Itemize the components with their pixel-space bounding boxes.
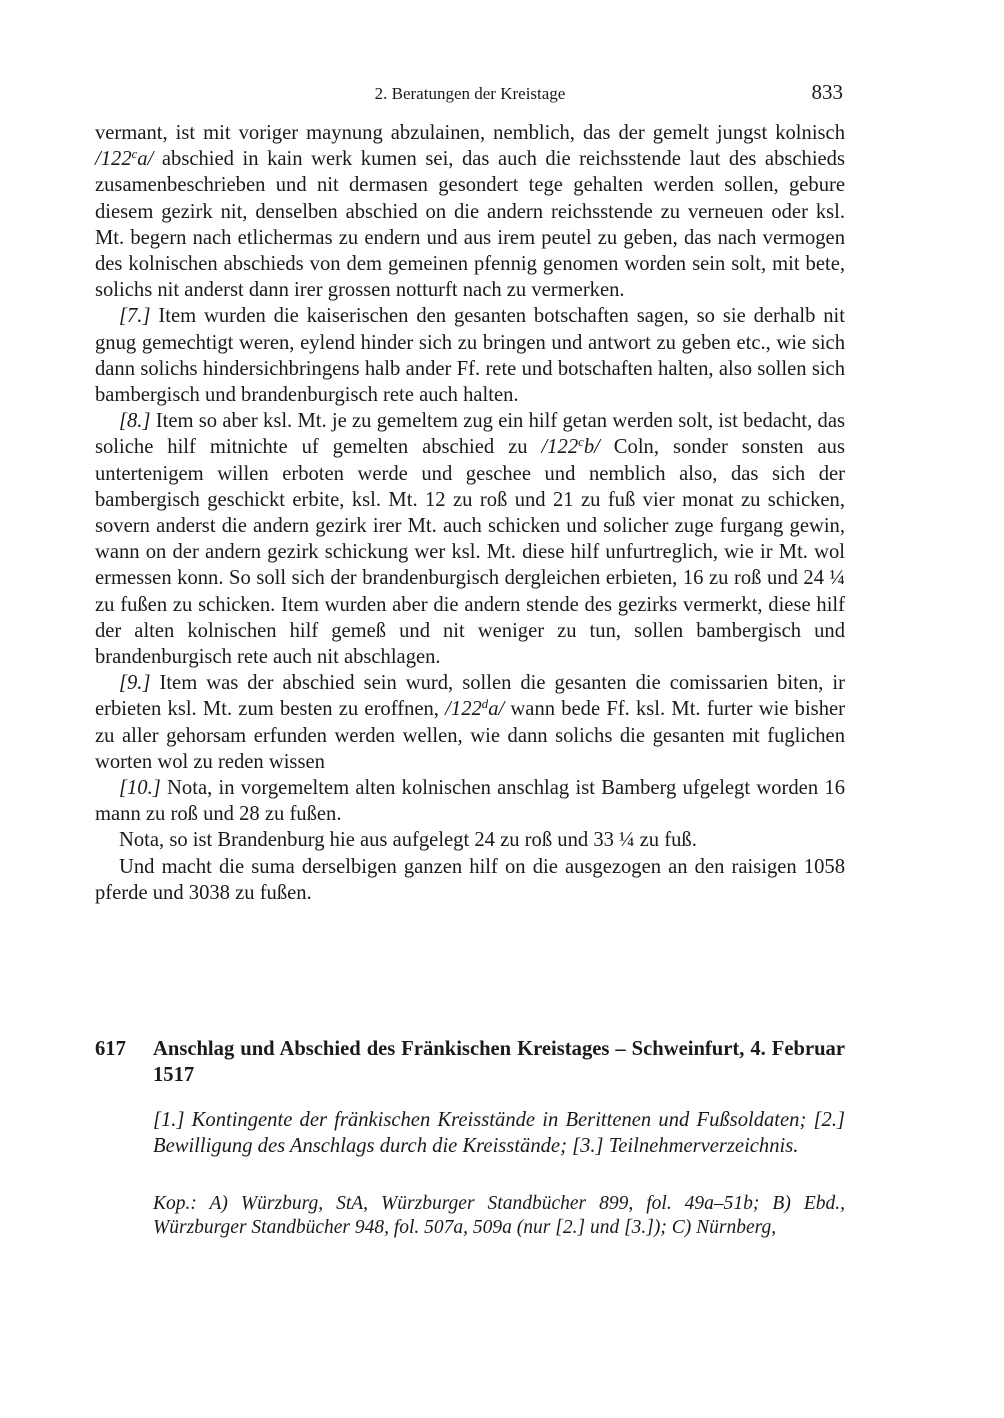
paragraph-label: [8.] (119, 410, 151, 433)
regest-text: [1.] Kontingente der fränkischen Kreisstände in Berittenen und Fußsoldaten; [2.] Bewilligung des Anschlags durch die Kreisstände; [3.] Teilnehmerverzeichnis. (153, 1109, 845, 1157)
folio-reference: /122$^c$b/ (541, 435, 600, 459)
paragraph-label: [9.] (119, 672, 151, 695)
folio-reference: /122$^d$a/ (445, 697, 505, 721)
paragraph-intro: vermant, ist mit voriger maynung abzulainen, nemblich, das der gemelt jungst kolnisch /122$^c$a/ abschied in kain werk kumen sei, das auch die reichsstende laut des abschieds zusamenbeschrieben und nit dermasen gesondert tege gehalten werden sollen, gebure diesem gezirk nit, denselben abschied on die andern reichsstende zu verneuen oder ksl. Mt. begern nach etlichermas zu endern und aus irem peutel zu geben, das nach vermogen des kolnischen abschieds von dem gemeinen pfennig genomen worden sein solt, mit bete, solichs nit anderst dann irer grossen notturft nach zu vermerken. (95, 122, 845, 302)
paragraph-8: [8.] Item so aber ksl. Mt. je zu gemeltem zug ein hilf getan werden solt, ist bedacht, das soliche hilf mitnichte uf gemelten abschied zu /122$^c$b/ Coln, sonder sonsten aus untertenigem willen erboten werde und geschee und nemblich also, das sich der bambergisch geschickt erbite, ksl. Mt. 12 zu roß und 21 zu fuß vier monat zu schicken, sovern anderst die andern gezirk irer Mt. auch schicken und solicher zuge furgang gewin, wann on der andern gezirk schickung wer ksl. Mt. diese hilf unfurtreglich, wie ir Mt. wol ermessen konn. So soll sich der brandenburgisch dergleichen erbieten, 16 zu roß und 24 ¼ zu fußen zu schicken. Item wurden aber die andern stende des gezirks vermerkt, diese hilf der alten kolnischen hilf gemeß und nit weniger zu tun, sollen bambergisch und brandenburgisch rete auch nit abschlagen. (95, 410, 845, 669)
page-number: 833 (811, 80, 843, 104)
body-text (95, 120, 845, 906)
running-title: 2. Beratungen der Kreistage (374, 84, 566, 103)
regest (153, 1107, 845, 1167)
document-number: 617 (95, 1038, 126, 1060)
document-heading (95, 1036, 845, 1088)
paragraph-label: [7.] (119, 305, 151, 328)
sources-text: Kop.: A) Würzburg, StA, Würzburger Standbücher 899, fol. 49a–51b; B) Ebd., Würzburger Standbücher 948, fol. 507a, 509a (nur [2.] und [3.]); C) Nürnberg, (153, 1193, 845, 1238)
paragraph-7: [7.] Item wurden die kaiserischen den gesanten botschaften sagen, so sie derhalb nit gnug gemechtigt weren, eylend hinder sich zu bringen und antwort zu geben etc., wie sich dann solichs hindersichbringens halb ander Ff. rete und botschaften halten, also sollen sich bambergisch und brandenburgisch rete auch halten. (95, 305, 845, 407)
paragraph-9: [9.] Item was der abschied sein wurd, sollen die gesanten die comissarien biten, ir erbieten ksl. Mt. zum besten zu eroffnen, /122$^d$a/ wann bede Ff. ksl. Mt. furter wie bisher zu aller gehorsam erfunden werden wellen, wie dann solichs die gesanten mit fuglichen worten wol zu reden wissen (95, 672, 845, 773)
paragraph-suma: Und macht die suma derselbigen ganzen hilf on die ausgezogen an den raisigen 1058 pferde und 3038 zu fußen. (95, 855, 845, 904)
paragraph-nota: Nota, so ist Brandenburg hie aus aufgelegt 24 zu roß und 33 ¼ zu fuß. (119, 829, 697, 852)
folio-reference: /122$^c$a/ (95, 147, 154, 171)
source-references (153, 1192, 845, 1240)
document-title: Anschlag und Abschied des Fränkischen Kreistages – Schweinfurt, 4. Februar 1517 (153, 1038, 845, 1086)
paragraph-10: [10.] Nota, in vorgemeltem alten kolnischen anschlag ist Bamberg ufgelegt worden 16 mann zu roß und 28 zu fußen. (95, 777, 845, 826)
running-head (95, 80, 845, 108)
paragraph-label: [10.] (119, 777, 161, 800)
